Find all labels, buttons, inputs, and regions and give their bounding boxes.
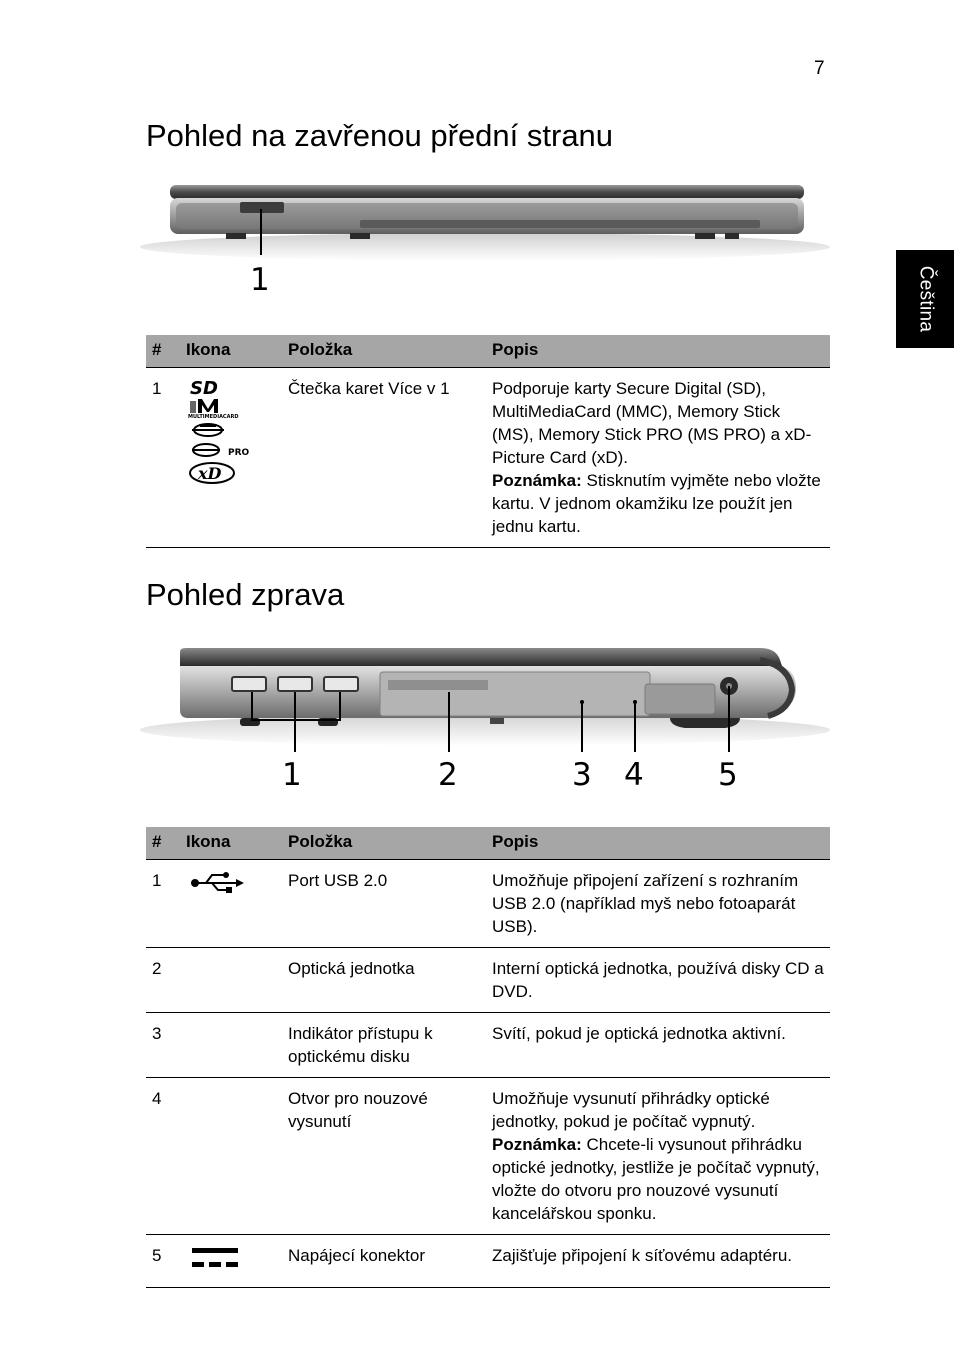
xd-logo-text: xD bbox=[198, 464, 222, 483]
table-header-row bbox=[146, 335, 830, 368]
multimediacard-logo-text: MULTIMEDIACARD bbox=[188, 414, 239, 419]
row-icon bbox=[180, 1078, 282, 1235]
note-text: Stisknutím vyjměte nebo vložte kartu. V jednom okamžiku lze použít jen jednu kartu. bbox=[492, 471, 821, 536]
row-icon bbox=[180, 1013, 282, 1078]
note-label: Poznámka: bbox=[492, 1135, 582, 1154]
page-number: 7 bbox=[814, 58, 825, 79]
table-row bbox=[146, 1235, 830, 1288]
col-header-icon: Ikona bbox=[180, 335, 282, 368]
multimediacard-icon bbox=[188, 399, 244, 419]
row-item: Port USB 2.0 bbox=[282, 860, 486, 948]
row-icon bbox=[180, 860, 282, 948]
note-text: Chcete-li vysunout přihrádku optické jednotky, jestliže je počítač vypnutý, vložte do otvoru pro nouzové vysunutí kancelářskou sponku. bbox=[492, 1135, 820, 1223]
row-icon bbox=[180, 1235, 282, 1288]
row-description bbox=[486, 1078, 830, 1235]
row-item: Otvor pro nouzové vysunutí bbox=[282, 1078, 486, 1235]
usb-icon bbox=[190, 869, 246, 895]
sd-logo-text: SD bbox=[190, 378, 218, 397]
row-description: Umožňuje připojení zařízení s rozhraním USB 2.0 (například myš nebo fotoaparát USB). bbox=[486, 860, 830, 948]
memory-stick-pro-icon bbox=[188, 441, 254, 459]
table-row bbox=[146, 1078, 830, 1235]
dc-power-icon bbox=[190, 1244, 242, 1272]
row-description-text: Podporuje karty Secure Digital (SD), MultiMediaCard (MMC), Memory Stick (MS), Memory Stick PRO (MS PRO) a xD-Picture Card (xD). bbox=[492, 379, 812, 467]
language-tab bbox=[896, 250, 954, 348]
row-num: 1 bbox=[146, 860, 180, 948]
note-label: Poznámka: bbox=[492, 471, 582, 490]
row-num: 3 bbox=[146, 1013, 180, 1078]
ms-pro-text: PRO bbox=[228, 448, 250, 458]
table-row bbox=[146, 368, 830, 548]
row-description bbox=[486, 368, 830, 548]
right-view-table bbox=[146, 827, 830, 1288]
row-num: 1 bbox=[146, 368, 180, 548]
table-header-row bbox=[146, 827, 830, 860]
memory-stick-icon bbox=[188, 421, 228, 439]
col-header-item: Položka bbox=[282, 827, 486, 860]
col-header-num: # bbox=[146, 827, 180, 860]
row-num: 2 bbox=[146, 948, 180, 1013]
row-description: Zajišťuje připojení k síťovému adaptéru. bbox=[486, 1235, 830, 1288]
xd-picture-card-icon bbox=[188, 461, 238, 485]
row-item: Indikátor přístupu k optickému disku bbox=[282, 1013, 486, 1078]
row-num: 4 bbox=[146, 1078, 180, 1235]
row-icon bbox=[180, 948, 282, 1013]
front-view-table bbox=[146, 335, 830, 548]
col-header-num: # bbox=[146, 335, 180, 368]
row-icons bbox=[180, 368, 282, 548]
callout-right-4: 4 bbox=[624, 757, 644, 793]
callout-front-1: 1 bbox=[250, 262, 270, 298]
laptop-front-closed-image bbox=[140, 175, 830, 305]
row-description: Svítí, pokud je optická jednotka aktivní. bbox=[486, 1013, 830, 1078]
row-num: 5 bbox=[146, 1235, 180, 1288]
callout-right-3: 3 bbox=[572, 757, 592, 793]
section-title-right: Pohled zprava bbox=[146, 577, 345, 612]
callout-right-5: 5 bbox=[718, 757, 738, 793]
table-row bbox=[146, 1013, 830, 1078]
callout-right-1: 1 bbox=[282, 757, 302, 793]
row-item: Optická jednotka bbox=[282, 948, 486, 1013]
callout-right-2: 2 bbox=[438, 757, 458, 793]
section-title-front: Pohled na zavřenou přední stranu bbox=[146, 118, 614, 153]
table-row bbox=[146, 860, 830, 948]
row-item: Čtečka karet Více v 1 bbox=[282, 368, 486, 548]
col-header-description: Popis bbox=[486, 335, 830, 368]
col-header-description: Popis bbox=[486, 827, 830, 860]
row-description-text: Umožňuje vysunutí přihrádky optické jednotky, pokud je počítač vypnutý. bbox=[492, 1089, 770, 1131]
language-tab-label: Čeština bbox=[915, 265, 936, 333]
col-header-icon: Ikona bbox=[180, 827, 282, 860]
row-description: Interní optická jednotka, používá disky CD a DVD. bbox=[486, 948, 830, 1013]
table-row bbox=[146, 948, 830, 1013]
row-item: Napájecí konektor bbox=[282, 1235, 486, 1288]
col-header-item: Položka bbox=[282, 335, 486, 368]
sd-card-icon bbox=[188, 377, 228, 397]
